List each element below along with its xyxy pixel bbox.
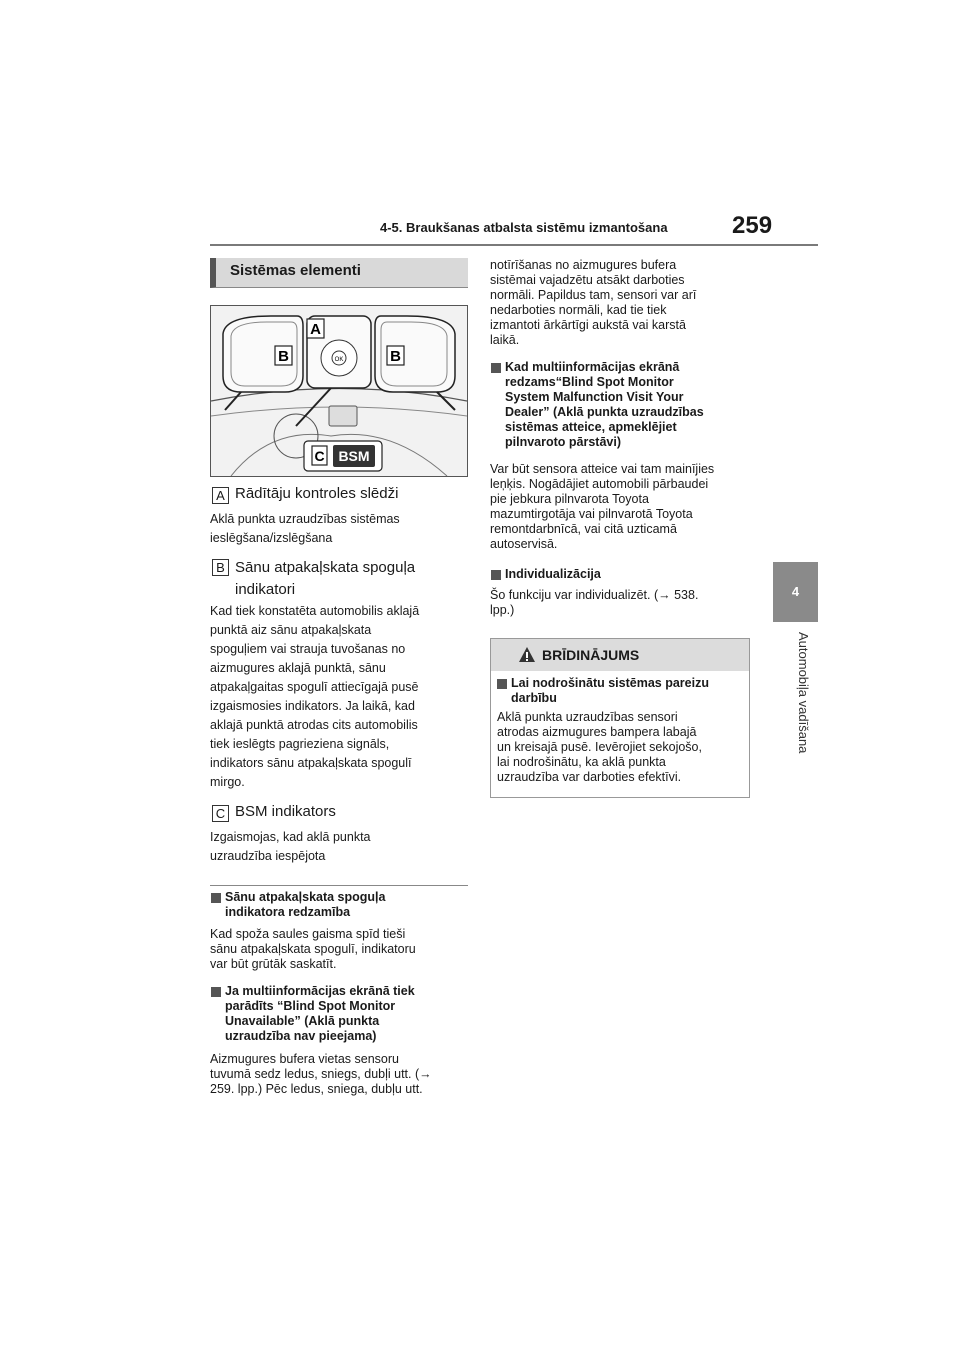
dashboard-illustration xyxy=(210,305,468,477)
note-body: Var būt sensora atteice vai tam mainījies leņķis. Nogādājiet automobili pārbaudei pie jebkura pilnvarota Toyota mazumtirgotāja vai pilnvarotā Toyota remontdarbnīcā, vai citā uzticamā autoservisā. xyxy=(490,462,715,551)
item-letter-a: A xyxy=(212,487,229,504)
header-rule xyxy=(210,244,818,246)
callout-a: A xyxy=(310,321,321,338)
item-c-description: Izgaismojas, kad aklā punkta uzraudzība iespējota xyxy=(210,830,371,863)
item-letter-b: B xyxy=(212,559,229,576)
continued-text: notīrīšanas no aizmugures bufera sistēmai vajadzētu atsākt darboties normāli. Papildus tam, sensori var arī nedarboties normāli, kad tie tiek izmantoti ārkārtīgi aukstā vai karstā laikā. xyxy=(490,258,697,347)
warning-heading: Lai nodrošinātu sistēmas pareizu darbību xyxy=(511,676,709,705)
callout-c: C xyxy=(314,448,325,464)
callout-b-left: B xyxy=(278,348,289,365)
note-body: Šo funkciju var individualizēt. (→ 538. lpp.) xyxy=(490,588,699,617)
warning-title: BRĪDINĀJUMS xyxy=(542,647,640,663)
dashboard-drawing xyxy=(211,306,467,476)
item-b-label: Sānu atpakaļskata spoguļa indikatori xyxy=(235,559,416,598)
note-body: Aizmugures bufera vietas sensoru tuvumā sedz ledus, sniegs, dubļi utt. (→ 259. lpp.) Pēc ledus, sniega, dubļu utt. xyxy=(210,1052,432,1096)
note-heading: Individualizācija xyxy=(505,567,601,581)
bullet-square xyxy=(491,363,501,373)
chapter-header: 4-5. Braukšanas atbalsta sistēmu izmantošana xyxy=(380,220,668,235)
callout-b-right: B xyxy=(390,348,401,365)
page-number: 259 xyxy=(732,212,773,239)
bullet-square xyxy=(211,987,221,997)
item-a-label: Rādītāju kontroles slēdži xyxy=(235,485,399,502)
note-heading: Ja multiinformācijas ekrānā tiek parādīts “Blind Spot Monitor Unavailable” (Aklā punkta uzraudzība nav pieejama) xyxy=(225,984,415,1043)
warning-body: Aklā punkta uzraudzības sensori atrodas aizmugures bampera labajā un kreisajā pusē. Ievērojiet sekojošo, lai nodrošinātu, ka aklā punkta uzraudzība var darboties efektīvi. xyxy=(497,710,702,784)
bullet-square xyxy=(491,570,501,580)
section-heading xyxy=(210,258,468,288)
item-a-description: Aklā punkta uzraudzības sistēmas ieslēgšana/izslēgšana xyxy=(210,512,400,545)
bsm-indicator-text: BSM xyxy=(338,448,370,464)
warning-triangle-icon xyxy=(518,646,536,663)
bullet-square xyxy=(211,893,221,903)
item-b-description: Kad tiek konstatēta automobilis aklajā punktā aiz sānu atpakaļskata spoguļiem vai strauja tuvošanas no aizmugures aklajā punktā, sānu atpakaļgaitas spogulī attiecīgajā pusē izgaismosies indikators. Ja laikā, kad aklajā punktā atrodas cits automobilis tiek ieslēgts pagrieziena signāls, indikators sānu atpakaļskata spogulī mirgo. xyxy=(210,604,420,789)
chapter-tab-label: Automobiļa vadīšana xyxy=(796,632,811,754)
item-letter-c: C xyxy=(212,805,229,822)
warning-box xyxy=(490,638,750,798)
chapter-tab: 4 xyxy=(773,562,818,622)
note-body: Kad spoža saules gaisma spīd tieši sānu atpakaļskata spogulī, indikatoru var būt grūtāk saskatīt. xyxy=(210,927,416,971)
item-c-label: BSM indikators xyxy=(235,803,336,820)
warning-header xyxy=(491,639,749,671)
note-heading: Kad multiinformācijas ekrānā redzams“Blind Spot Monitor System Malfunction Visit Your Dealer” (Aklā punkta uzraudzības sistēmas atteice, apmeklējiet pilnvaroto pārstāvi) xyxy=(505,360,704,449)
ok-button-text: OK xyxy=(334,357,344,363)
section-title: Sistēmas elementi xyxy=(230,262,361,279)
bullet-square xyxy=(497,679,507,689)
subsection-rule xyxy=(210,885,468,886)
note-heading: Sānu atpakaļskata spoguļa indikatora redzamība xyxy=(225,890,386,919)
